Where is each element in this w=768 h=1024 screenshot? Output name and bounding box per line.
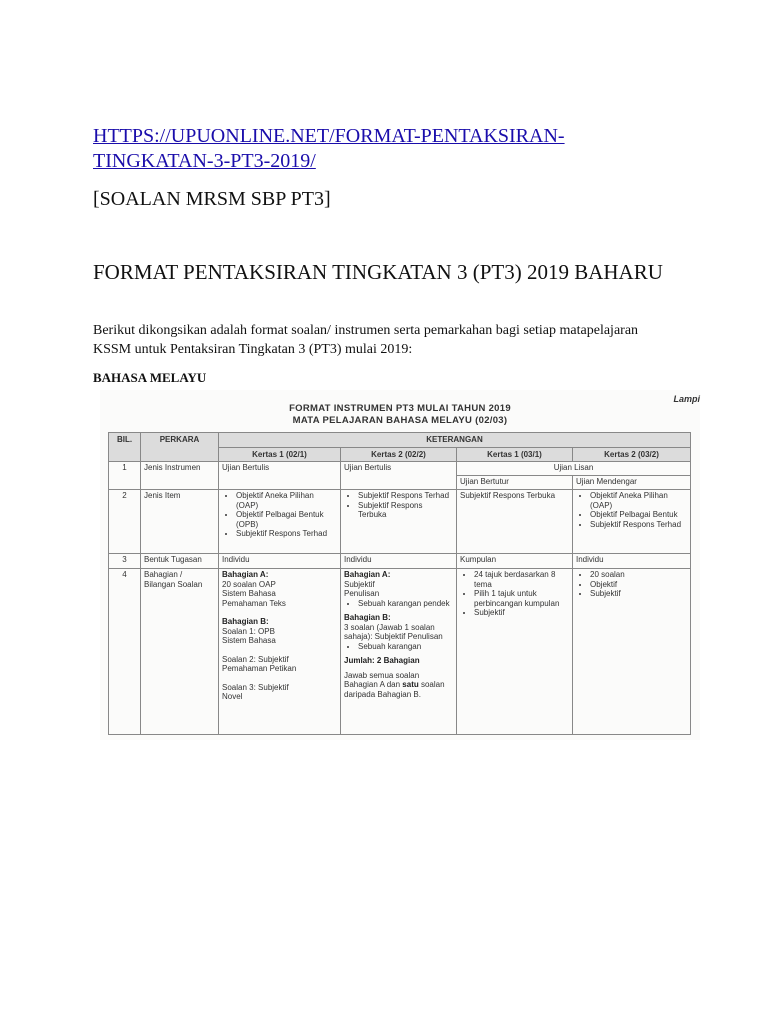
list-item: • Subjektif Respons Terbuka: [358, 501, 453, 520]
list-item: • Subjektif: [590, 589, 687, 599]
link-line-2[interactable]: TINGKATAN-3-PT3-2019/: [93, 150, 316, 172]
cell: Ujian Bertulis: [219, 462, 341, 490]
text: Sistem Bahasa: [222, 589, 276, 598]
cell: Ujian Bertutur: [457, 476, 573, 490]
intro-paragraph: Berikut dikongsikan adalah format soalan/ instrumen serta pemarkahan bagi setiap matapelajaran KSSM untuk Pentaksiran Tingkatan 3 (PT3) mulai 2019:: [93, 323, 639, 357]
lampiran-label: Lampi: [673, 394, 700, 404]
cell: Jenis Item: [141, 490, 219, 554]
text: Sistem Bahasa: [222, 636, 276, 645]
cell: [573, 490, 691, 554]
cell: Individu: [219, 554, 341, 569]
header-perkara: PERKARA: [141, 433, 219, 462]
subtitle: [SOALAN MRSM SBP PT3]: [93, 188, 331, 210]
header-k1b: Kertas 1 (03/1): [457, 447, 573, 462]
list-item: • Subjektif Respons Terhad: [590, 520, 687, 530]
text: Pemahaman Petikan: [222, 664, 297, 673]
page-heading: FORMAT PENTAKSIRAN TINGKATAN 3 (PT3) 2019 BAHARU: [93, 260, 663, 284]
cell: 2: [109, 490, 141, 554]
bahagian-b-label: Bahagian B:: [344, 613, 391, 622]
header-bil: BIL.: [109, 433, 141, 462]
list-item: • Subjektif Respons Terhad: [358, 491, 453, 501]
scan-title-1: FORMAT INSTRUMEN PT3 MULAI TAHUN 2019: [289, 403, 511, 414]
list-item: • Subjektif Respons Terhad: [236, 529, 337, 539]
jumlah-label: Jumlah: 2 Bahagian: [344, 656, 420, 665]
text: Jawab semua soalan Bahagian A dan: [344, 670, 420, 689]
cell: Jenis Instrumen: [141, 462, 219, 490]
list-item: • Objektif Pelbagai Bentuk (OPB): [236, 510, 337, 529]
list-item: • 20 soalan: [590, 570, 687, 580]
list-item: • Objektif Aneka Pilihan (OAP): [236, 491, 337, 510]
note: [344, 671, 453, 700]
list-item: • 24 tajuk berdasarkan 8 tema: [474, 570, 569, 589]
text: Pemahaman Teks: [222, 598, 286, 608]
text: Subjektif: [344, 579, 375, 589]
header-keterangan: KETERANGAN: [219, 433, 691, 448]
scanned-format-table: [100, 390, 700, 740]
cell: Ujian Lisan: [457, 462, 691, 476]
scan-title-2: MATA PELAJARAN BAHASA MELAYU (02/03): [292, 415, 508, 426]
cell: 1: [109, 462, 141, 490]
link-line-1[interactable]: HTTPS://UPUONLINE.NET/FORMAT-PENTAKSIRAN-: [93, 125, 565, 147]
cell: 3: [109, 554, 141, 569]
cell: Ujian Mendengar: [573, 476, 691, 490]
text: Soalan 3: Subjektif: [222, 682, 289, 692]
bahagian-a-label: Bahagian A:: [222, 570, 269, 579]
list-item: • Objektif Aneka Pilihan (OAP): [590, 491, 687, 510]
list-item: • Sebuah karangan pendek: [358, 599, 453, 609]
text: 20 soalan OAP: [222, 579, 276, 589]
text: Penulisan: [344, 589, 380, 598]
cell: [219, 569, 341, 735]
cell: [219, 490, 341, 554]
text: soalan daripada Bahagian B.: [344, 680, 445, 699]
header-k2a: Kertas 2 (02/2): [341, 447, 457, 462]
cell: [341, 490, 457, 554]
cell: [573, 569, 691, 735]
list-item: • Objektif Pelbagai Bentuk: [590, 510, 687, 520]
cell: [457, 569, 573, 735]
list-item: • Pilih 1 tajuk untuk perbincangan kumpulan: [474, 589, 569, 608]
text: 3 soalan (Jawab 1 soalan sahaja): Subjektif Penulisan: [344, 622, 443, 641]
cell: 4: [109, 569, 141, 735]
bahagian-a-label: Bahagian A:: [344, 570, 391, 579]
cell: Bahagian / Bilangan Soalan: [141, 569, 219, 735]
header-k2b: Kertas 2 (03/2): [573, 447, 691, 462]
text: satu: [402, 680, 419, 689]
cell: Individu: [341, 554, 457, 569]
text: Soalan 1: OPB: [222, 626, 275, 636]
list-item: • Subjektif: [474, 608, 569, 618]
text: Soalan 2: Subjektif: [222, 654, 289, 664]
cell: Bentuk Tugasan: [141, 554, 219, 569]
bahagian-b-label: Bahagian B:: [222, 617, 269, 626]
cell: Subjektif Respons Terbuka: [457, 490, 573, 554]
format-table: [108, 432, 691, 735]
cell: Kumpulan: [457, 554, 573, 569]
source-link[interactable]: [93, 124, 693, 174]
list-item: • Objektif: [590, 580, 687, 590]
cell: Individu: [573, 554, 691, 569]
cell: [341, 569, 457, 735]
cell: Ujian Bertulis: [341, 462, 457, 490]
header-k1a: Kertas 1 (02/1): [219, 447, 341, 462]
section-heading: BAHASA MELAYU: [93, 370, 207, 385]
list-item: • Sebuah karangan: [358, 642, 453, 652]
text: Novel: [222, 692, 243, 701]
